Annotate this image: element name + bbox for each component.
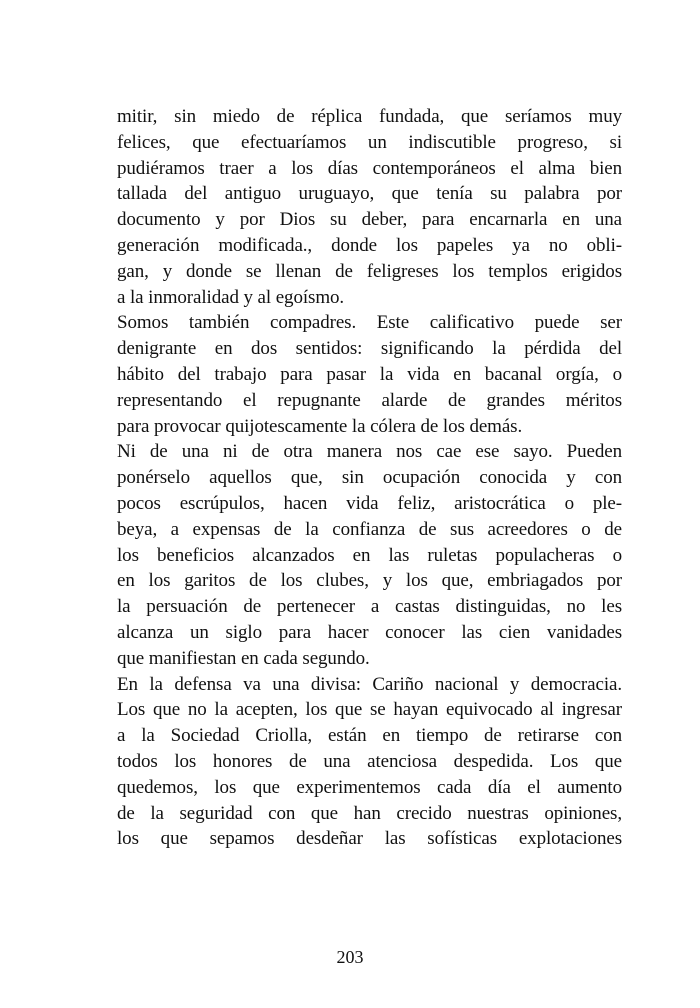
text-line: En la defensa va una divisa: Cariño nacional y democracia. bbox=[117, 673, 622, 695]
text-line: mitir, sin miedo de réplica fundada, que seríamos muy bbox=[117, 106, 622, 127]
text-line: Somos también compadres. Este calificativo puede ser bbox=[117, 312, 622, 334]
text-line: los que sepamos desdeñar las sofísticas explotaciones bbox=[117, 828, 622, 850]
text-line: los beneficios alcanzados en las ruletas populacheras o bbox=[117, 544, 622, 566]
text-line: de la seguridad con que han crecido nuestras opiniones, bbox=[117, 802, 622, 824]
text-line: a la Sociedad Criolla, están en tiempo de retirarse con bbox=[117, 725, 622, 747]
text-line: hábito del trabajo para pasar la vida en bacanal orgía, o bbox=[117, 363, 622, 385]
text-line: beya, a expensas de la confianza de sus acreedores o de bbox=[117, 518, 622, 540]
text-line: Ni de una ni de otra manera nos cae ese sayo. Pueden bbox=[117, 441, 622, 463]
page-number: 203 bbox=[336, 947, 364, 967]
text-line: gan, y donde se llenan de feligreses los templos erigidos bbox=[117, 260, 622, 282]
text-line: pudiéramos traer a los días contemporáneos el alma bien bbox=[117, 157, 622, 179]
body-text bbox=[117, 104, 622, 852]
text-line: que manifiestan en cada segundo. bbox=[117, 647, 370, 669]
text-line: quedemos, los que experimentemos cada día el aumento bbox=[117, 776, 622, 798]
text-line: en los garitos de los clubes, y los que, embriagados por bbox=[117, 570, 622, 592]
text-line: tallada del antiguo uruguayo, que tenía su palabra por bbox=[117, 183, 622, 205]
text-line: representando el repugnante alarde de grandes méritos bbox=[117, 389, 622, 411]
text-line: denigrante en dos sentidos: significando la pérdida del bbox=[117, 338, 622, 360]
text-line: generación modificada., donde los papeles ya no obli- bbox=[117, 234, 622, 256]
text-line: pocos escrúpulos, hacen vida feliz, aristocrática o ple- bbox=[117, 492, 622, 514]
text-line: Los que no la acepten, los que se hayan equivocado al ingresar bbox=[117, 699, 622, 721]
text-line: alcanza un siglo para hacer conocer las cien vanidades bbox=[117, 621, 622, 643]
text-line: a la inmoralidad y al egoísmo. bbox=[117, 286, 345, 308]
text-line: la persuación de pertenecer a castas distinguidas, no les bbox=[117, 596, 622, 618]
text-line: todos los honores de una atenciosa despedida. Los que bbox=[117, 750, 622, 772]
text-line: ponérselo aquellos que, sin ocupación conocida y con bbox=[117, 467, 622, 489]
text-line: felices, que efectuaríamos un indiscutible progreso, si bbox=[117, 131, 622, 153]
text-line: documento y por Dios su deber, para encarnarla en una bbox=[117, 209, 622, 231]
text-line: para provocar quijotescamente la cólera de los demás. bbox=[117, 415, 523, 437]
